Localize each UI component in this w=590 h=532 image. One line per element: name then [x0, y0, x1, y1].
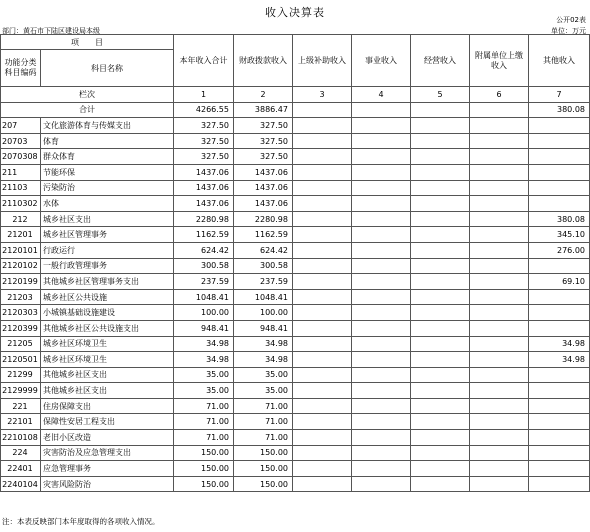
- col-header-other-income: 其他收入: [529, 35, 590, 87]
- amount-cell: [293, 476, 352, 492]
- amount-cell: 34.98: [234, 336, 293, 352]
- subject-name: 灾害防治及应急管理支出: [41, 445, 174, 461]
- amount-cell: [293, 445, 352, 461]
- amount-cell: [529, 414, 590, 430]
- subject-name: 污染防治: [41, 180, 174, 196]
- amount-cell: [352, 367, 411, 383]
- table-row: [1, 320, 590, 336]
- total-value: [293, 102, 352, 118]
- amount-cell: [470, 211, 529, 227]
- subject-name: 城乡社区环境卫生: [41, 352, 174, 368]
- amount-cell: [529, 196, 590, 212]
- col-numbers-label: 栏次: [1, 87, 174, 103]
- amount-cell: [529, 180, 590, 196]
- amount-cell: [293, 320, 352, 336]
- amount-cell: [411, 211, 470, 227]
- amount-cell: 1437.06: [234, 164, 293, 180]
- table-row: [1, 430, 590, 446]
- amount-cell: [293, 336, 352, 352]
- subject-name: 其他城乡社区管理事务支出: [41, 274, 174, 290]
- amount-cell: [470, 149, 529, 165]
- amount-cell: [411, 320, 470, 336]
- amount-cell: [352, 305, 411, 321]
- amount-cell: 327.50: [174, 118, 234, 134]
- amount-cell: [470, 118, 529, 134]
- form-number: 公开02表: [556, 16, 586, 24]
- table-row: [1, 149, 590, 165]
- col-header-affiliated-income: 附属单位上缴 收入: [470, 35, 529, 87]
- amount-cell: [470, 430, 529, 446]
- subject-code: 2110302: [1, 196, 41, 212]
- amount-cell: 150.00: [234, 461, 293, 477]
- subject-name: 老旧小区改造: [41, 430, 174, 446]
- amount-cell: [529, 320, 590, 336]
- table-row: [1, 211, 590, 227]
- amount-cell: [470, 227, 529, 243]
- department-label: 部门：黄石市下陆区建设局本级: [2, 27, 100, 35]
- amount-cell: 150.00: [174, 461, 234, 477]
- subject-code: 21205: [1, 336, 41, 352]
- col-number: 5: [411, 87, 470, 103]
- footnote: 注：本表反映部门本年度取得的各项收入情况。: [2, 517, 160, 526]
- amount-cell: [470, 461, 529, 477]
- subject-name: 水体: [41, 196, 174, 212]
- subject-name: 城乡社区公共设施: [41, 289, 174, 305]
- subject-name: 城乡社区环境卫生: [41, 336, 174, 352]
- amount-cell: 71.00: [234, 430, 293, 446]
- amount-cell: 1437.06: [174, 164, 234, 180]
- amount-cell: 1437.06: [234, 180, 293, 196]
- subject-name: 小城镇基础设施建设: [41, 305, 174, 321]
- amount-cell: [293, 227, 352, 243]
- amount-cell: [293, 430, 352, 446]
- col-number: 7: [529, 87, 590, 103]
- subject-code: 2120199: [1, 274, 41, 290]
- amount-cell: [293, 133, 352, 149]
- amount-cell: [529, 305, 590, 321]
- col-number: 1: [174, 87, 234, 103]
- subject-code: 22401: [1, 461, 41, 477]
- amount-cell: [352, 133, 411, 149]
- table-row: [1, 352, 590, 368]
- table-row: [1, 336, 590, 352]
- amount-cell: 237.59: [234, 274, 293, 290]
- amount-cell: [470, 274, 529, 290]
- amount-cell: [352, 211, 411, 227]
- amount-cell: [411, 118, 470, 134]
- total-value: 3886.47: [234, 102, 293, 118]
- subject-code: 2120102: [1, 258, 41, 274]
- amount-cell: [293, 211, 352, 227]
- table-row: [1, 133, 590, 149]
- amount-cell: [293, 398, 352, 414]
- amount-cell: [352, 445, 411, 461]
- amount-cell: 345.10: [529, 227, 590, 243]
- table-row: [1, 305, 590, 321]
- col-number: 6: [470, 87, 529, 103]
- amount-cell: 237.59: [174, 274, 234, 290]
- amount-cell: 1437.06: [174, 180, 234, 196]
- amount-cell: [293, 289, 352, 305]
- amount-cell: [411, 398, 470, 414]
- table-row: [1, 414, 590, 430]
- report-title: 收入决算表: [265, 6, 325, 19]
- amount-cell: 1437.06: [234, 196, 293, 212]
- unit-label: 单位：万元: [551, 27, 586, 35]
- col-header-business-income: 事业收入: [352, 35, 411, 87]
- table-row: [1, 227, 590, 243]
- subject-code: 21103: [1, 180, 41, 196]
- amount-cell: 948.41: [234, 320, 293, 336]
- amount-cell: [293, 383, 352, 399]
- amount-cell: [352, 242, 411, 258]
- amount-cell: [352, 414, 411, 430]
- subject-code: 2120303: [1, 305, 41, 321]
- amount-cell: [529, 461, 590, 477]
- amount-cell: [411, 367, 470, 383]
- table-row: [1, 274, 590, 290]
- subject-code: 21201: [1, 227, 41, 243]
- subject-code: 207: [1, 118, 41, 134]
- amount-cell: [293, 196, 352, 212]
- col-number: 4: [352, 87, 411, 103]
- amount-cell: 100.00: [234, 305, 293, 321]
- amount-cell: 100.00: [174, 305, 234, 321]
- subject-code: 2120101: [1, 242, 41, 258]
- amount-cell: [470, 133, 529, 149]
- amount-cell: [293, 180, 352, 196]
- table-row: [1, 398, 590, 414]
- amount-cell: [293, 367, 352, 383]
- col-header-superior-subsidy: 上级补助收入: [293, 35, 352, 87]
- amount-cell: [470, 196, 529, 212]
- amount-cell: 2280.98: [174, 211, 234, 227]
- amount-cell: [411, 242, 470, 258]
- subject-name: 其他城乡社区支出: [41, 383, 174, 399]
- amount-cell: [411, 430, 470, 446]
- amount-cell: [529, 367, 590, 383]
- amount-cell: [411, 274, 470, 290]
- amount-cell: [411, 164, 470, 180]
- table-row: [1, 164, 590, 180]
- total-label: 合计: [1, 102, 174, 118]
- amount-cell: [352, 430, 411, 446]
- amount-cell: [352, 180, 411, 196]
- col-header-operating-income: 经营收入: [411, 35, 470, 87]
- amount-cell: 34.98: [234, 352, 293, 368]
- subject-code: 2240104: [1, 476, 41, 492]
- amount-cell: 1162.59: [234, 227, 293, 243]
- amount-cell: [470, 476, 529, 492]
- amount-cell: 71.00: [174, 414, 234, 430]
- subject-code: 212: [1, 211, 41, 227]
- code-header: 功能分类 科目编码: [1, 50, 41, 87]
- amount-cell: 34.98: [174, 336, 234, 352]
- total-value: 380.08: [529, 102, 590, 118]
- amount-cell: [470, 352, 529, 368]
- subject-name: 城乡社区管理事务: [41, 227, 174, 243]
- subject-name: 城乡社区支出: [41, 211, 174, 227]
- amount-cell: 327.50: [174, 149, 234, 165]
- total-value: 4266.55: [174, 102, 234, 118]
- amount-cell: [529, 289, 590, 305]
- amount-cell: [529, 164, 590, 180]
- amount-cell: [411, 258, 470, 274]
- amount-cell: [529, 149, 590, 165]
- table-row: [1, 180, 590, 196]
- subject-name: 住房保障支出: [41, 398, 174, 414]
- amount-cell: 35.00: [234, 367, 293, 383]
- amount-cell: 71.00: [174, 398, 234, 414]
- table-row: [1, 367, 590, 383]
- amount-cell: [293, 258, 352, 274]
- income-table: [0, 34, 590, 492]
- subject-code: 20703: [1, 133, 41, 149]
- subject-code: 2120501: [1, 352, 41, 368]
- table-row: [1, 258, 590, 274]
- total-value: [470, 102, 529, 118]
- amount-cell: 34.98: [174, 352, 234, 368]
- subject-name: 一般行政管理事务: [41, 258, 174, 274]
- amount-cell: [352, 352, 411, 368]
- amount-cell: [470, 305, 529, 321]
- amount-cell: 276.00: [529, 242, 590, 258]
- amount-cell: [411, 336, 470, 352]
- amount-cell: 1437.06: [174, 196, 234, 212]
- subject-name: 保障性安居工程支出: [41, 414, 174, 430]
- subject-name: 行政运行: [41, 242, 174, 258]
- amount-cell: [411, 180, 470, 196]
- amount-cell: 327.50: [174, 133, 234, 149]
- amount-cell: [411, 476, 470, 492]
- amount-cell: [470, 367, 529, 383]
- amount-cell: 327.50: [234, 149, 293, 165]
- amount-cell: [352, 336, 411, 352]
- amount-cell: [529, 430, 590, 446]
- amount-cell: [470, 242, 529, 258]
- amount-cell: [411, 133, 470, 149]
- amount-cell: [293, 242, 352, 258]
- table-row: [1, 196, 590, 212]
- amount-cell: 300.58: [174, 258, 234, 274]
- amount-cell: [411, 305, 470, 321]
- amount-cell: [529, 476, 590, 492]
- amount-cell: [470, 445, 529, 461]
- project-header: 项 目: [1, 35, 174, 50]
- amount-cell: [470, 320, 529, 336]
- subject-code: 2210108: [1, 430, 41, 446]
- amount-cell: 71.00: [234, 414, 293, 430]
- total-value: [352, 102, 411, 118]
- table-row: [1, 476, 590, 492]
- amount-cell: 71.00: [174, 430, 234, 446]
- subject-name: 灾害风险防治: [41, 476, 174, 492]
- subject-name: 其他城乡社区支出: [41, 367, 174, 383]
- amount-cell: 150.00: [234, 476, 293, 492]
- subject-code: 21299: [1, 367, 41, 383]
- subject-name: 应急管理事务: [41, 461, 174, 477]
- amount-cell: 150.00: [234, 445, 293, 461]
- amount-cell: [293, 352, 352, 368]
- amount-cell: 35.00: [174, 383, 234, 399]
- amount-cell: [529, 133, 590, 149]
- amount-cell: 380.08: [529, 211, 590, 227]
- col-header-total-income: 本年收入合计: [174, 35, 234, 87]
- amount-cell: 1048.41: [234, 289, 293, 305]
- amount-cell: [352, 118, 411, 134]
- amount-cell: [352, 320, 411, 336]
- amount-cell: [470, 383, 529, 399]
- amount-cell: [470, 258, 529, 274]
- amount-cell: 1048.41: [174, 289, 234, 305]
- table-row: [1, 289, 590, 305]
- amount-cell: 71.00: [234, 398, 293, 414]
- amount-cell: 327.50: [234, 133, 293, 149]
- subject-code: 2070308: [1, 149, 41, 165]
- amount-cell: 150.00: [174, 445, 234, 461]
- amount-cell: [352, 164, 411, 180]
- amount-cell: [293, 305, 352, 321]
- amount-cell: 34.98: [529, 352, 590, 368]
- amount-cell: [470, 398, 529, 414]
- amount-cell: 327.50: [234, 118, 293, 134]
- amount-cell: 35.00: [174, 367, 234, 383]
- amount-cell: [529, 258, 590, 274]
- table-row: [1, 383, 590, 399]
- subject-code: 224: [1, 445, 41, 461]
- amount-cell: [470, 289, 529, 305]
- amount-cell: [293, 414, 352, 430]
- amount-cell: [529, 445, 590, 461]
- subject-code: 2129999: [1, 383, 41, 399]
- amount-cell: [470, 336, 529, 352]
- name-header: 科目名称: [41, 50, 174, 87]
- amount-cell: [411, 461, 470, 477]
- amount-cell: [293, 461, 352, 477]
- amount-cell: [352, 476, 411, 492]
- total-row: [1, 102, 590, 118]
- amount-cell: [470, 164, 529, 180]
- table-row: [1, 461, 590, 477]
- table-body: [1, 35, 590, 492]
- amount-cell: 300.58: [234, 258, 293, 274]
- amount-cell: [529, 118, 590, 134]
- amount-cell: [470, 180, 529, 196]
- table-row: [1, 242, 590, 258]
- amount-cell: 624.42: [174, 242, 234, 258]
- subject-name: 体育: [41, 133, 174, 149]
- table-row: [1, 445, 590, 461]
- total-value: [411, 102, 470, 118]
- subject-name: 节能环保: [41, 164, 174, 180]
- amount-cell: [352, 149, 411, 165]
- amount-cell: [529, 398, 590, 414]
- subject-code: 2120399: [1, 320, 41, 336]
- amount-cell: [352, 258, 411, 274]
- amount-cell: [352, 227, 411, 243]
- amount-cell: [352, 274, 411, 290]
- amount-cell: [352, 289, 411, 305]
- subject-code: 211: [1, 164, 41, 180]
- subject-name: 其他城乡社区公共设施支出: [41, 320, 174, 336]
- amount-cell: [529, 383, 590, 399]
- amount-cell: [411, 149, 470, 165]
- subject-code: 22101: [1, 414, 41, 430]
- subject-code: 21203: [1, 289, 41, 305]
- amount-cell: [293, 149, 352, 165]
- amount-cell: [411, 414, 470, 430]
- amount-cell: 69.10: [529, 274, 590, 290]
- amount-cell: [352, 461, 411, 477]
- col-number: 2: [234, 87, 293, 103]
- amount-cell: 150.00: [174, 476, 234, 492]
- amount-cell: [293, 164, 352, 180]
- subject-name: 群众体育: [41, 149, 174, 165]
- amount-cell: 948.41: [174, 320, 234, 336]
- amount-cell: [411, 196, 470, 212]
- table-row: [1, 118, 590, 134]
- amount-cell: [470, 414, 529, 430]
- amount-cell: 1162.59: [174, 227, 234, 243]
- amount-cell: 35.00: [234, 383, 293, 399]
- amount-cell: [411, 289, 470, 305]
- col-number: 3: [293, 87, 352, 103]
- amount-cell: [411, 352, 470, 368]
- amount-cell: [352, 383, 411, 399]
- subject-code: 221: [1, 398, 41, 414]
- amount-cell: [352, 398, 411, 414]
- amount-cell: [293, 118, 352, 134]
- amount-cell: 624.42: [234, 242, 293, 258]
- amount-cell: [352, 196, 411, 212]
- amount-cell: [411, 445, 470, 461]
- amount-cell: [293, 274, 352, 290]
- amount-cell: 2280.98: [234, 211, 293, 227]
- subject-name: 文化旅游体育与传媒支出: [41, 118, 174, 134]
- amount-cell: 34.98: [529, 336, 590, 352]
- col-header-fiscal-income: 财政拨款收入: [234, 35, 293, 87]
- amount-cell: [411, 227, 470, 243]
- amount-cell: [411, 383, 470, 399]
